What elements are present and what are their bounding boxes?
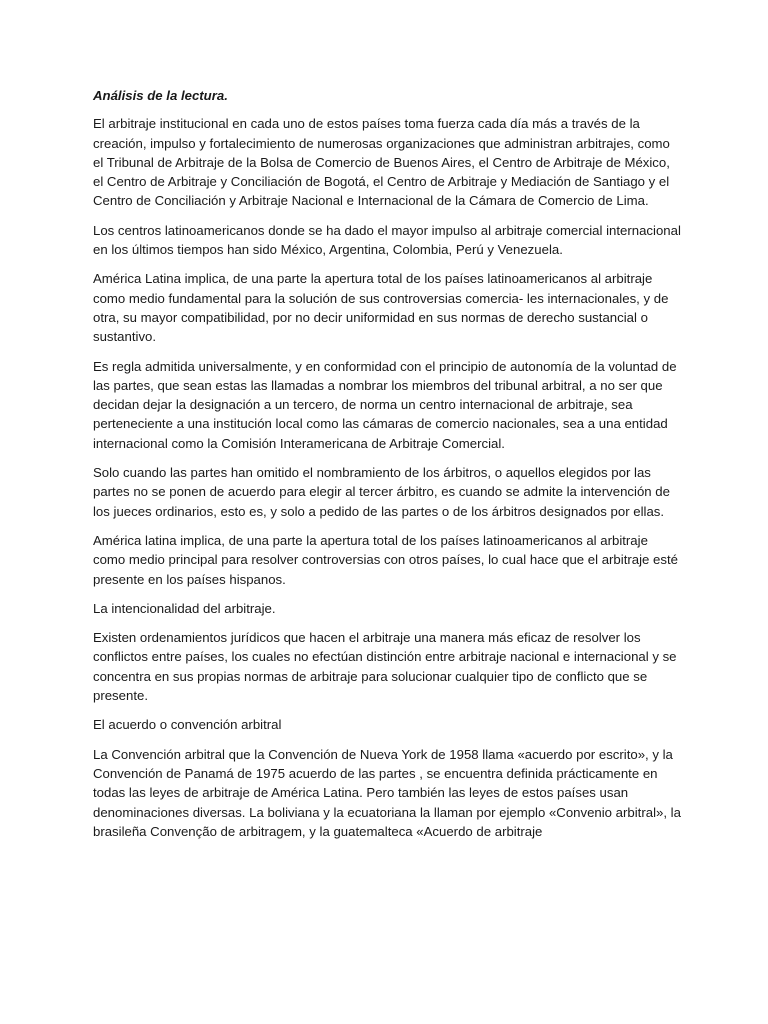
paragraph-arbitraje-institucional: El arbitraje institucional en cada uno de estos países toma fuerza cada día más a través de la creación, impulso y fortalecimiento de numerosas organizaciones que administran arbitrajes, como el Tribunal de Arbitraje de la Bolsa de Comercio de Buenos Aires, el Centro de Arbitraje de México, el Centro de Arbitraje y Conciliación de Bogotá, el Centro de Arbitraje y Mediación de Santiago y el Centro de Conciliación y Arbitraje Nacional e Internacional de la Cámara de Comercio de Lima. [93,116,670,209]
section-heading-acuerdo: El acuerdo o convención arbitral [93,717,282,733]
document-title: Análisis de la lectura. [93,88,228,103]
paragraph-ordenamientos-juridicos: Existen ordenamientos jurídicos que hacen el arbitraje una manera más eficaz de resolver los conflictos entre países, los cuales no efectúan distinción entre arbitraje nacional e internacional y se concentra en sus propias normas de arbitraje para solucionar cualquier tipo de conflicto que se presente. [93,630,677,704]
paragraph-solo-cuando: Solo cuando las partes han omitido el nombramiento de los árbitros, o aquellos elegidos por las partes no se ponen de acuerdo para elegir al tercer árbitro, es cuando se admite la intervención de los jueces ordinarios, esto es, y solo a pedido de las partes o de los árbitros designados por ellas. [93,465,670,519]
document-page [93,86,683,851]
section-heading-intencionalidad: La intencionalidad del arbitraje. [93,600,276,616]
paragraph-america-latina-apertura: América latina implica, de una parte la apertura total de los países latinoamericanos al arbitraje como medio principal para resolver controversias con otros países, lo cual hace que el arbitraje esté presente en los países hispanos. [93,532,678,587]
paragraph-convencion-arbitral: La Convención arbitral que la Convención de Nueva York de 1958 llama «acuerdo por escrito», y la Convención de Panamá de 1975 acuerdo de las partes , se encuentra definida prácticamente en todas las leyes de arbitraje de América Latina. Pero también las leyes de estos países usan denominaciones diversas. La boliviana y la ecuatoriana la llaman por ejemplo «Convenio arbitral», la brasileña Convenção de arbitragem, y la guatemalteca «Acuerdo de arbitraje [93,746,681,839]
paragraph-regla-admitida: Es regla admitida universalmente, y en conformidad con el principio de autonomía de la voluntad de las partes, que sean estas las llamadas a nombrar los miembros del tribunal arbitral, a no ser que decidan dejar la designación a un tercero, de norma un centro internacional de arbitraje, sea perteneciente a una institución local como las cámaras de comercio nacionales, sea a una entidad internacional como la Comisión Interamericana de Arbitraje Comercial. [93,358,677,451]
paragraph-centros-latinoamericanos: Los centros latinoamericanos donde se ha dado el mayor impulso al arbitraje comercial internacional en los últimos tiempos han sido México, Argentina, Colombia, Perú y Venezuela. [93,222,681,258]
paragraph-america-latina-implica: América Latina implica, de una parte la apertura total de los países latinoamericanos al arbitraje como medio fundamental para la solución de sus controversias comercia- les internacionales, y de otra, su mayor compatibilidad, por no decir uniformidad en sus normas de derecho sustancial o sustantivo. [93,271,669,345]
